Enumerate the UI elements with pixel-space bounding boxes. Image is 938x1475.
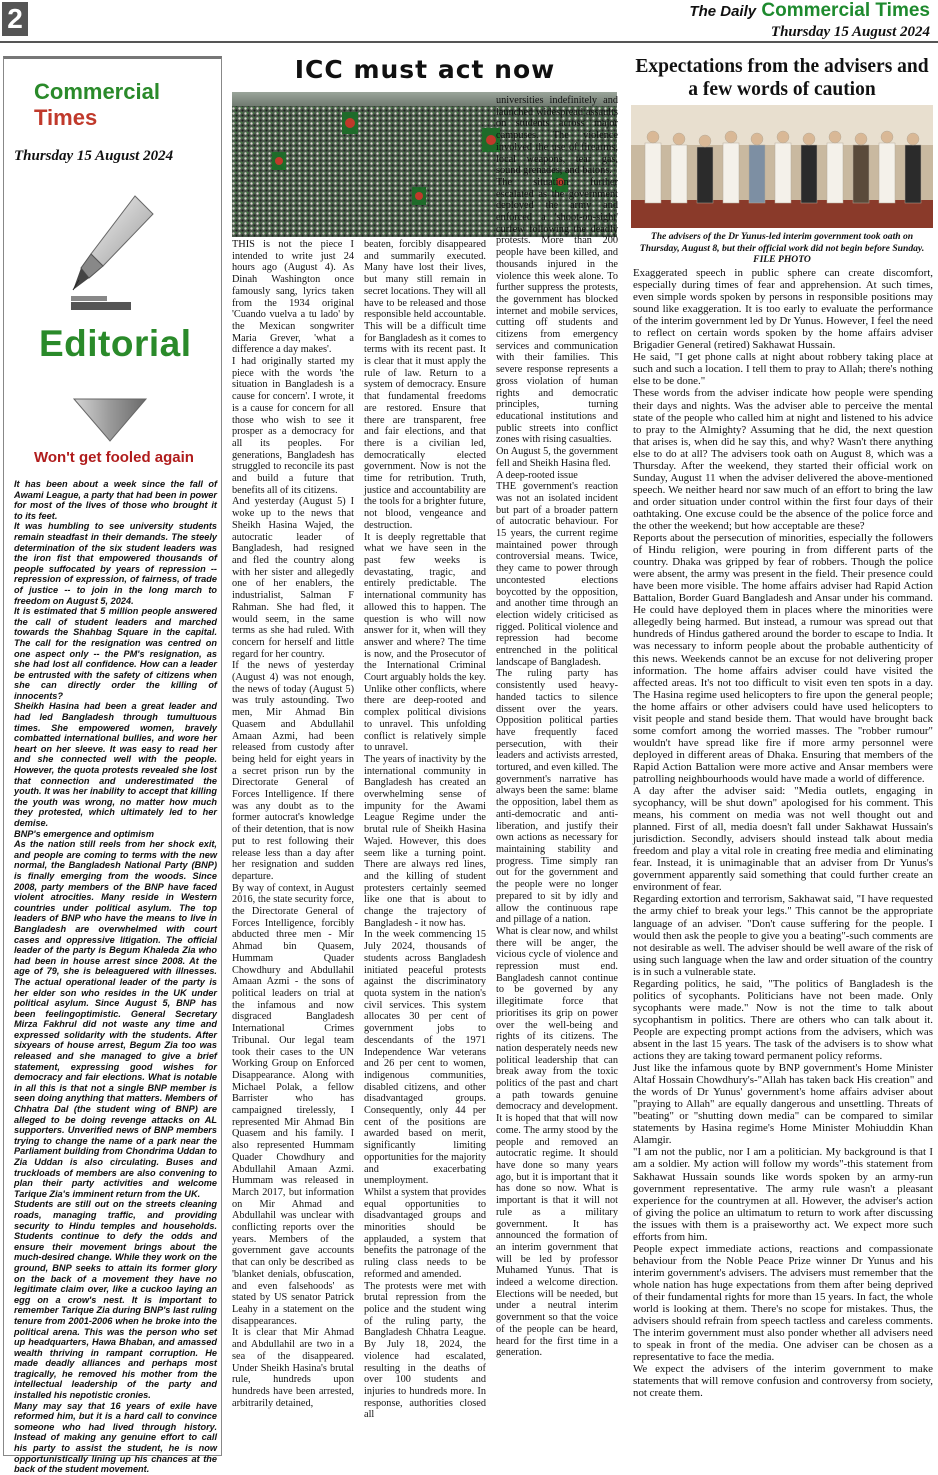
paragraph: It has been about a week since the fall of Awami League, a party that had been in power for most of the lives of those who brought it to its feet.: [14, 479, 217, 521]
paragraph: Just like the infamous quote by BNP government's Home Minister Altaf Hossain Chowdhury's-"Allah has taken back His creation" and the words of Dr Yunus' government's home affairs adviser about "praying to Allah" are equally dangerous and unsettling. Threats of "beating" or "shutting down media" can be compared to similar statements by Hasina regime's Home Minister Mohiuddin Khan Alamgir.: [633, 1062, 933, 1147]
paragraph: beaten, forcibly disappeared and summarily executed. Many have lost their lives, but many still remain in secret locations. They will all have to be released and those responsible held accountable. This will be a difficult time for Bangladesh as it comes to terms with its recent past. It is clear that it must apply the rule of law. Return to a system of democracy. Ensure that fundamental freedoms are restored. Ensure that there are transparent, free and fair elections, and that there is a civilian led, democratically elected government. Now is not the time for retribution. Truth, justice and accountability are the tools for a brighter future, not blood, vengeance and destruction.: [364, 239, 486, 531]
top-rule: [0, 41, 938, 43]
paragraph: Whilst a system that provides equal opportunities to disadvantaged groups and minorities should be applauded, a system that benefits the patronage of the ruling class needs to be reformed and amended.: [364, 1186, 486, 1280]
subheading: A deep-rooted issue: [496, 469, 578, 481]
paragraph: It is clear that Mir Ahmad and Abdullahil are two in a sea of the disappeared. Under Sheikh Hasina's brutal rule, hundreds upon hundreds have been arrested, arbitrarily detained,: [232, 1327, 354, 1409]
paragraph: We expect the advisers of the interim government to make statements that will remove confusion and controversy from society, not create them.: [633, 1363, 933, 1400]
paragraph: The situation further escalated as the government deployed the army and enforced a 'shoot-on-sight' curfew following the deadly protests. More than 200 people have been killed, and thousands injured in the violence this week alone. To further suppress the protests, the government has blocked internet and mobile services, cutting off students and citizens from emergency services and communication with their families. This severe response represents a gross violation of human rights and democratic principles, turning educational institutions and public streets into conflict zones with rising casualties.: [496, 176, 618, 446]
article-column-1: [232, 239, 354, 1454]
paragraph: Reports about the persecution of minorities, especially the followers of Hindu religion, were pouring in from different parts of the country. Dhaka was gripped by fear of robbers. Though the police were absent, the army was present in the field. Their presence could have been more visible. The home affairs adviser had Rapid Action Battalion, Border Guard Bangladesh and Ansar under his command. He could have deployed them in places where the minorities were allegedly being harmed. But instead, a rumour was spread out that hundreds of Hindus gathered around the border to escape to India. It was necessary to inform people about the probable authenticity of this news. Weekends cannot be an excuse for not delivering proper information. The home affairs adviser could have visited the affected areas. It's not too difficult to visit even ten spots in a day. The Hasina regime used helicopters to fire upon the general people; the home affairs or other advisers could have used helicopters to visit people and stand beside them. That would have brought back some comfort among the worried masses. The "robber rumour" wouldn't have spread like fire if more army personnel were deployed in different areas of Dhaka. Ensuring that members of the Rapid Action Battalion were more active and Ansar members were patrolling neighbourhoods would have made a world of difference.: [633, 532, 933, 785]
paragraph: THE government's reaction was not an isolated incident but part of a broader pattern of autocratic behaviour. For 15 years, the current regime maintained power through controversial means. Twice, they came to power through uncontested elections boycotted by the opposition, and another time through an election widely criticised as rigged. Political violence and repression had become entrenched in the political landscape of Bangladesh.: [496, 481, 618, 668]
paragraph: Students are still out on the streets cleaning roads, managing traffic, and providing security to Hindu temples and households. Students continue to defy the odds and ensure their movement brings about the much-desired change. While they work on the ground, BNP seeks to attain its former glory on the back of a movement they have no legitimate claim over, like a cuckoo laying an egg on a crow's nest. It is important to remember Tarique Zia during BNP's last ruling tenure from 2001-2006 when he broke into the political arena. This was the person who set up headquarters, Hawa Bhaban, and amassed wealth thriving in rampant corruption. He made deadly alliances and perhaps most tragically, he removed his mother from the intellectual leadership of the party and installed his nepotistic cronies.: [14, 1199, 217, 1401]
paragraph: People expect immediate actions, reactions and compassionate behaviour from the Noble Peace Prize winner Dr Yunus and his interim government's advisers. The advisers must remember that the whole nation has huge expectations from them after being deprived of their fundamental rights for more than 15 years. In fact, the whole world is looking at them. There's no scope for mistakes. Thus, the advisers should refrain from speech tactless and careless comments. The interim government must also ponder whether all advisers need to speak in front of the media. One adviser can be chosen as a representative to face the media.: [633, 1242, 933, 1364]
editorial-date: Thursday 15 August 2024: [14, 148, 174, 164]
subheading: BNP's emergence and optimism: [14, 828, 155, 839]
masthead-name: Commercial Times: [761, 0, 930, 21]
editorial-column: [3, 56, 222, 1475]
article-column-2: [364, 239, 486, 1454]
masthead: [689, 0, 930, 41]
paragraph: By way of context, in August 2016, the state security force, the Directorate General of Forces Intelligence, forcibly abducted three men - Mir Ahmad bin Quasem, Hummam Quader Chowdhury and Abdullahil Amaan Azmi - the sons of political leaders on trial at the infamous and now disgraced Bangladesh International Crimes Tribunal. Our legal team took their cases to the UN Working Group on Enforced Disappearance. Along with Michael Polak, a fellow Barrister who has campaigned tirelessly, I represented Mir Ahmad Bin Quasem and his family. I also represented Hummam Quader Chowdhury and Abdullahil Amaan Azmi. Hummam was released in March 2017, but information on Mir Ahmad and Abdullahil was unclear with conflicting reports over the years. Members of the government gave accounts that can only be described as 'blanket denials, obfuscation, and even falsehoods' as stated by US senator Patrick Leahy in a statement on the disappearances.: [232, 882, 354, 1327]
paragraph: Sheikh Hasina had been a great leader and had led Bangladesh through tumultuous times. She empowered women, bravely combatted international bullies, and wore her heart on her sleeve. It was easy to read her and she connected well with the people. However, the quota protests revealed she lost that connection and underestimated the youth. It was her inability to accept that killing the youth was wrong, no matter how much they protested, which ultimately led to her demise.: [14, 701, 217, 828]
newspaper-name: [689, 0, 930, 22]
paragraph: Regarding politics, he said, "The politics of Bangladesh is the politics of sycophants. Politicians have not been made. Only sycophants were made." Now is not the time to talk about sycophantism in politics. There are others who can talk about it. People are expecting prompt actions from the advisers, which was absent in the last 15 years. The task of the advisers is to show what actions they are taking toward permanent policy reforms.: [633, 977, 933, 1063]
masthead-the: The Daily: [689, 3, 757, 20]
paragraph: Exaggerated speech in public sphere can create discomfort, especially during times of fear and apprehension. At such times, even simple words spoken by persons in responsible positions may sound like exaggeration. It is too early to evaluate the performance of the interim government led by Dr Yunus. However, I feel the need to reflect on certain words spoken by the home affairs adviser Brigadier General (retired) Sakhawat Hussain.: [633, 267, 933, 352]
article-title: ICC must act now: [294, 55, 556, 84]
editorial-headline: Won't get fooled again: [34, 449, 194, 466]
paragraph: THIS is not the piece I intended to write just 24 hours ago (August 4). As Dinah Washington once famously sang, lyrics taken from the 1934 original 'Cuando vuelva a tu lado' by the Mexican songwriter Maria Grever, 'what a difference a day makes'.: [232, 239, 354, 356]
paragraph: Many may say that 16 years of exile have reformed him, but it is a hard call to convince someone who had lived through history. Instead of making any genuine effort to call his party to assist the student, he is now opportunistically lining up his chances at the back of the student movement.: [14, 1400, 217, 1475]
paragraph: It is estimated that 5 million people answered the call of student leaders and marched towards the Shahbag Square in the capital. The call for the resignation was centred on one aspect only -- the PM's resignation, as she had lost all confidence. How can a leader be entrusted with the safety of citizens when she can directly order the killing of innocents?: [14, 606, 217, 701]
logo-times: Times: [34, 105, 98, 130]
paragraph: A day after the adviser said: "Media outlets, engaging in sycophancy, will be shut down" apologised for his comment. This means, his comment on media was not well thought out and planned. First of all, media doesn't fall under Sakhawat Hussain's jurisdiction. Secondly, advisers should instead talk about media freedom and play a vital role in creating free media and eliminating fear. Instead, it is unimaginable that an adviser from Dr Yunus's government apparently said something that could further create an environment of fear.: [633, 785, 933, 894]
paragraph: It is deeply regrettable that what we have seen in the past few weeks is devastating, tragic, and entirely predictable. The international community has allowed this to happen. The question is who will now answer for it, when will they answer and where? The time is now, and the Prosecutor of the International Criminal Court arguably holds the key. Unlike other conflicts, where there are deep-rooted and complex political divisions to unravel. This unfolding conflict is relatively simple to unravel.: [364, 531, 486, 754]
paragraph: universities indefinitely and launched widespread assaults on students across major campuses. The violence involved the use of firearms, local weapons, tear gas, sound grenades, and batons.: [496, 95, 618, 177]
paragraph: It was humbling to see university students remain steadfast in their demands. The steely determination of the six student leaders was the iron fist that empowered thousands of people suffocated by years of repression -- repression of expression, of fairness, of trade of justice -- to join in the long march to freedom on August 5, 2024.: [14, 521, 217, 606]
page-number: 2: [2, 2, 28, 36]
article-column-3: [496, 95, 618, 1455]
paragraph: On August 5, the government fell and Sheikh Hasina fled.: [496, 446, 618, 469]
commercial-times-logo: [34, 79, 221, 131]
advisers-oath-photo: [631, 105, 933, 228]
paragraph: Regarding extortion and terrorism, Sakhawat said, "I have requested the army chief to break your legs." This cannot be the appropriate language of an adviser. "Don't cause suffering for the people. I would then ask the people to give you a beating"-such comments are not desirable as well. The adviser should be well aware of the risk of using such language when the law and order situation of the country is in such a vulnerable state.: [633, 893, 933, 978]
paragraph: "I am not the public, nor I am a politician. My background is that I am a soldier. My action will follow my words"-this statement from Sakhawat Hussain sounds like words spoken by an army-run government representative. The army rule wasn't a pleasant experience for the countrymen at all. However, the adviser's action of giving the police an ultimatum to return to work after discussing the issues with them is a praiseworthy act. We expect more such efforts from him.: [633, 1146, 933, 1243]
paragraph: The years of inactivity by the international community in Bangladesh has created an overwhelming sense of impunity for the Awami League Regime under the brutal rule of Sheikh Hasina Wajed. However, this does seem like a turning point. There are always red lines, and the killing of student protesters certainly seemed like one that is about to change the trajectory of Bangladesh - it now has.: [364, 753, 486, 929]
paragraph: As the nation still reels from her shock exit, and people are coming to terms with the new normal, the Bangladesh National Party (BNP) is finally emerging from the woods. Since 2008, party members of the BNP have faced violent atrocities. Many reside in Western countries under political asylum. The top leaders of BNP who have the means to live in Bangladesh are overwhelmed with court cases and oppressive litigation. The official leader of the party is Begum Khaleda Zia who had been in house arrest since 2008. At the age of 79, she is beleaguered with illnesses. The actual operational leader of the party is her elder son who resides in the UK under political asylum. Since August 5, BNP has been feelingoptimistic. General Secretary Mirza Fakhrul did not waste any time and expressed solidarity with the students. After sixyears of house arrest, Begum Zia too was released and she managed to give a brief statement, expressing good wishes for democracy and fair elections. What is notable in all this is that not a single BNP member is seen doing anything that matters. Members of Chhatra Dal (the student wing of BNP) are alleged to be doing revenge attacks on AL supporters. Unverified news of BNP members trying to change the name of a park near the Parliament building from Chondrima Uddan to Zia Uddan is also circulating. Buses and truckloads of members are also convening to plan their party activities and welcome Tarique Zia's imminent return from the UK.: [14, 839, 217, 1199]
masthead-date: Thursday 15 August 2024: [770, 24, 930, 40]
article-body-right: [633, 267, 933, 1453]
paragraph: What is clear now, and whilst there will be anger, the vicious cycle of violence and repression must end. Bangladesh cannot continue to be governed by any illegitimate force that prioritises its grip on power over the well-being and rights of its citizens. The nation desperately needs new political leadership that can break away from the toxic politics of the past and chart a path towards genuine democracy and development. It is hoped that that will now come. The army stood by the people and removed an autocratic regime. It should have done so many years ago, but it is important that it has done so now. What is important is that it will not rule as a military government. It has announced the formation of an interim government that will be led by professor Muhamed Yunus. That is indeed a welcome direction. Elections will be needed, but under a neutral interim government so that the voice of the people can be heard, heard for the first time in a generation.: [496, 925, 618, 1359]
article-title-right: Expectations from the advisers and a few words of caution: [635, 56, 929, 100]
paragraph: If the news of yesterday (August 4) was not enough, the news of today (August 5) was truly astounding. Two men, Mir Ahmad Bin Quasem and Abdullahil Amaan Azmi, had been released from custody after being held for eight years in a secret prison run by the Directorate General of Forces Intelligence. If there was any doubt as to the former autocrat's knowledge of their detention, that is now put to rest following their release less than a day after her resignation and sudden departure.: [232, 660, 354, 882]
paragraph: The protests were met with brutal repression from the police and the student wing of the ruling party, the Bangladesh Chhatra League. By July 18, 2024, the violence had escalated, resulting in the deaths of over 100 students and injuries to hundreds more. In response, authorities closed all: [364, 1280, 486, 1421]
paragraph: These words from the adviser indicate how people were spending their days and nights. Was the adviser able to perceive the mental state of the people who called him at night and listened to his advice to pray to the Almighty? Assuming that he did, the next question that arises is, when did he say this, and why? Wasn't there anything else to do at all? The advisers took oath on August 8, which was a Thursday. After the weekend, they started their official work on Sunday, August 11 when the adviser delivered the above-mentioned speech. We neither heard nor saw much of an effort to bring the law and order situation under control within the first four days of their oathtaking. One excuse could be the absence of the police force and the other the weekend; but how acceptable are these?: [633, 387, 933, 532]
section-title: Editorial: [39, 323, 192, 364]
paragraph: I had originally started my piece with the words 'the situation in Bangladesh is a cause for concern'. I wrote, it is a cause for concern for all those who wish to see it prosper as a democracy for all its peoples. For generations, Bangladesh has struggled to reconcile its past and build a future that benefits all of its citizens.: [232, 356, 354, 496]
paragraph: And yesterday (August 5) I woke up to the news that Sheikh Hasina Wajed, the autocratic leader of Bangladesh, had resigned and fled the country along with her sister and allegedly one of her enablers, the industrialist, Salman F Rahman. She had fled, it would seem, in the same terms as she had ruled. With concern for herself and little regard for her country.: [232, 496, 354, 660]
fountain-pen-icon: [69, 194, 155, 318]
paragraph: He said, "I get phone calls at night about robbery taking place at such and such a location. I tell them to pray to Allah; there's nothing else to be done.": [633, 351, 933, 388]
paragraph: In the week commencing 15 July 2024, thousands of students across Bangladesh initiated peaceful protests against the discriminatory quota system in the nation's civil services. This system allocates 30 per cent of government jobs to descendants of the 1971 Independence War veterans and 26 per cent to women, indigenous communities, disabled citizens, and other disadvantaged groups. Consequently, only 44 per cent of the positions are awarded based on merit, significantly limiting opportunities for the majority and exacerbating unemployment.: [364, 929, 486, 1187]
logo-commercial: Commercial: [34, 79, 160, 104]
editorial-body: [14, 479, 217, 1475]
down-arrow-icon: [72, 397, 148, 447]
photo-caption: The advisers of the Dr Yunus-led interim government took oath on Thursday, August 8, but their official work did not begin before Sunday. FILE PHOTO: [639, 231, 925, 265]
paragraph: The ruling party has consistently used heavy-handed tactics to silence dissent over the years. Opposition political parties have frequently faced persecution, with their leaders and activists arrested, tortured, and even killed. The government's narrative has always been the same: blame the opposition, label them as anti-democratic and anti-liberation, and justify their own actions as necessary for maintaining stability and progress. Time simply ran out for the government and the people were no longer prepared to sit by idly and allow the continuous rape and pillage of a nation.: [496, 668, 618, 926]
